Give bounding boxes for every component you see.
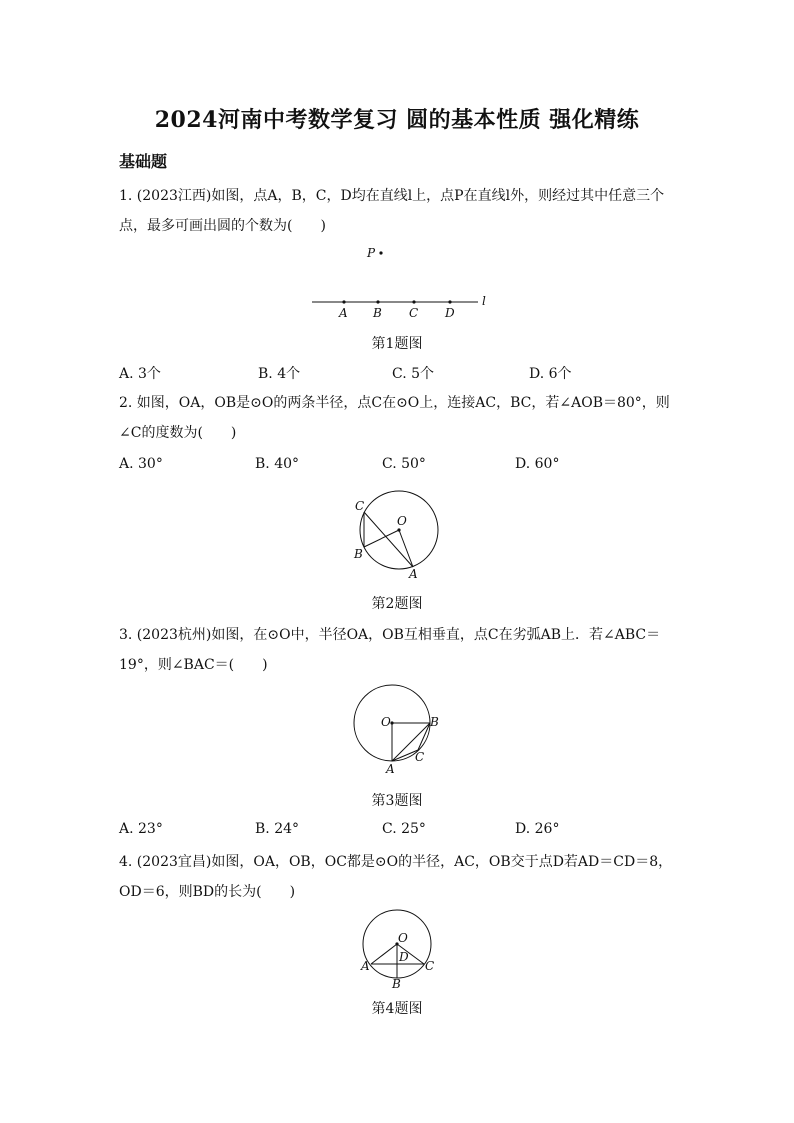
fig4-radius-oa: [371, 944, 397, 964]
q3-option-b[interactable]: B. 24°: [255, 821, 300, 837]
question-2-text: 2. 如图，OA，OB是⊙O的两条半径，点C在⊙O上，连接AC，BC，若∠AOB＝80°，则∠C的度数为( ): [119, 395, 670, 441]
figure-4-caption: 第4题图: [371, 1001, 423, 1017]
fig4-label-d: D: [399, 950, 409, 964]
q3-option-a[interactable]: A. 23°: [119, 821, 163, 837]
q1-option-b[interactable]: B. 4个: [258, 366, 301, 382]
fig3-label-o: O: [381, 715, 391, 729]
q1-option-d[interactable]: D. 6个: [529, 366, 572, 382]
section-heading: 基础题: [119, 152, 168, 171]
fig4-label-o: O: [398, 931, 408, 945]
q2-option-b[interactable]: B. 40°: [255, 456, 300, 472]
q2-option-d[interactable]: D. 60°: [515, 456, 560, 472]
fig2-label-o: O: [397, 514, 407, 528]
fig1-label-b: B: [373, 306, 382, 320]
q1-option-c[interactable]: C. 5个: [392, 366, 435, 382]
q1-option-a[interactable]: A. 3个: [119, 366, 161, 382]
fig2-label-b: B: [354, 547, 363, 561]
fig1-label-l: l: [482, 294, 486, 308]
fig3-label-a: A: [386, 762, 395, 776]
q2-option-a[interactable]: A. 30°: [119, 456, 163, 472]
question-3-text: 3. (2023杭州)如图，在⊙O中，半径OA，OB互相垂直，点C在劣弧AB上．若∠ABC＝19°，则∠BAC＝( ): [119, 627, 661, 673]
fig4-label-a: A: [361, 959, 370, 973]
figure-1-caption: 第1题图: [371, 336, 423, 352]
fig3-label-b: B: [430, 715, 439, 729]
fig1-label-c: C: [409, 306, 419, 320]
q3-option-c[interactable]: C. 25°: [382, 821, 426, 837]
q2-option-c[interactable]: C. 50°: [382, 456, 426, 472]
question-4-text: 4. (2023宜昌)如图，OA，OB，OC都是⊙O的半径，AC，OB交于点D若AD＝CD＝8，OD＝6，则BD的长为( ): [119, 854, 673, 900]
fig2-label-a: A: [409, 567, 418, 581]
question-1-text: 1. (2023江西)如图，点A，B，C，D均在直线l上，点P在直线l外，则经过其中任意三个点，最多可画出圆的个数为( ): [119, 188, 665, 234]
figure-3-caption: 第3题图: [371, 793, 423, 809]
fig4-label-b: B: [392, 977, 401, 991]
fig1-label-p: P: [367, 246, 376, 260]
fig1-label-a: A: [339, 306, 348, 320]
figure-2-caption: 第2题图: [371, 596, 423, 612]
fig4-label-c: C: [425, 959, 435, 973]
fig1-label-d: D: [445, 306, 455, 320]
q3-option-d[interactable]: D. 26°: [515, 821, 560, 837]
page-title: 2024河南中考数学复习 圆的基本性质 强化精练: [154, 107, 640, 133]
fig3-label-c: C: [415, 750, 425, 764]
fig2-label-c: C: [355, 499, 365, 513]
